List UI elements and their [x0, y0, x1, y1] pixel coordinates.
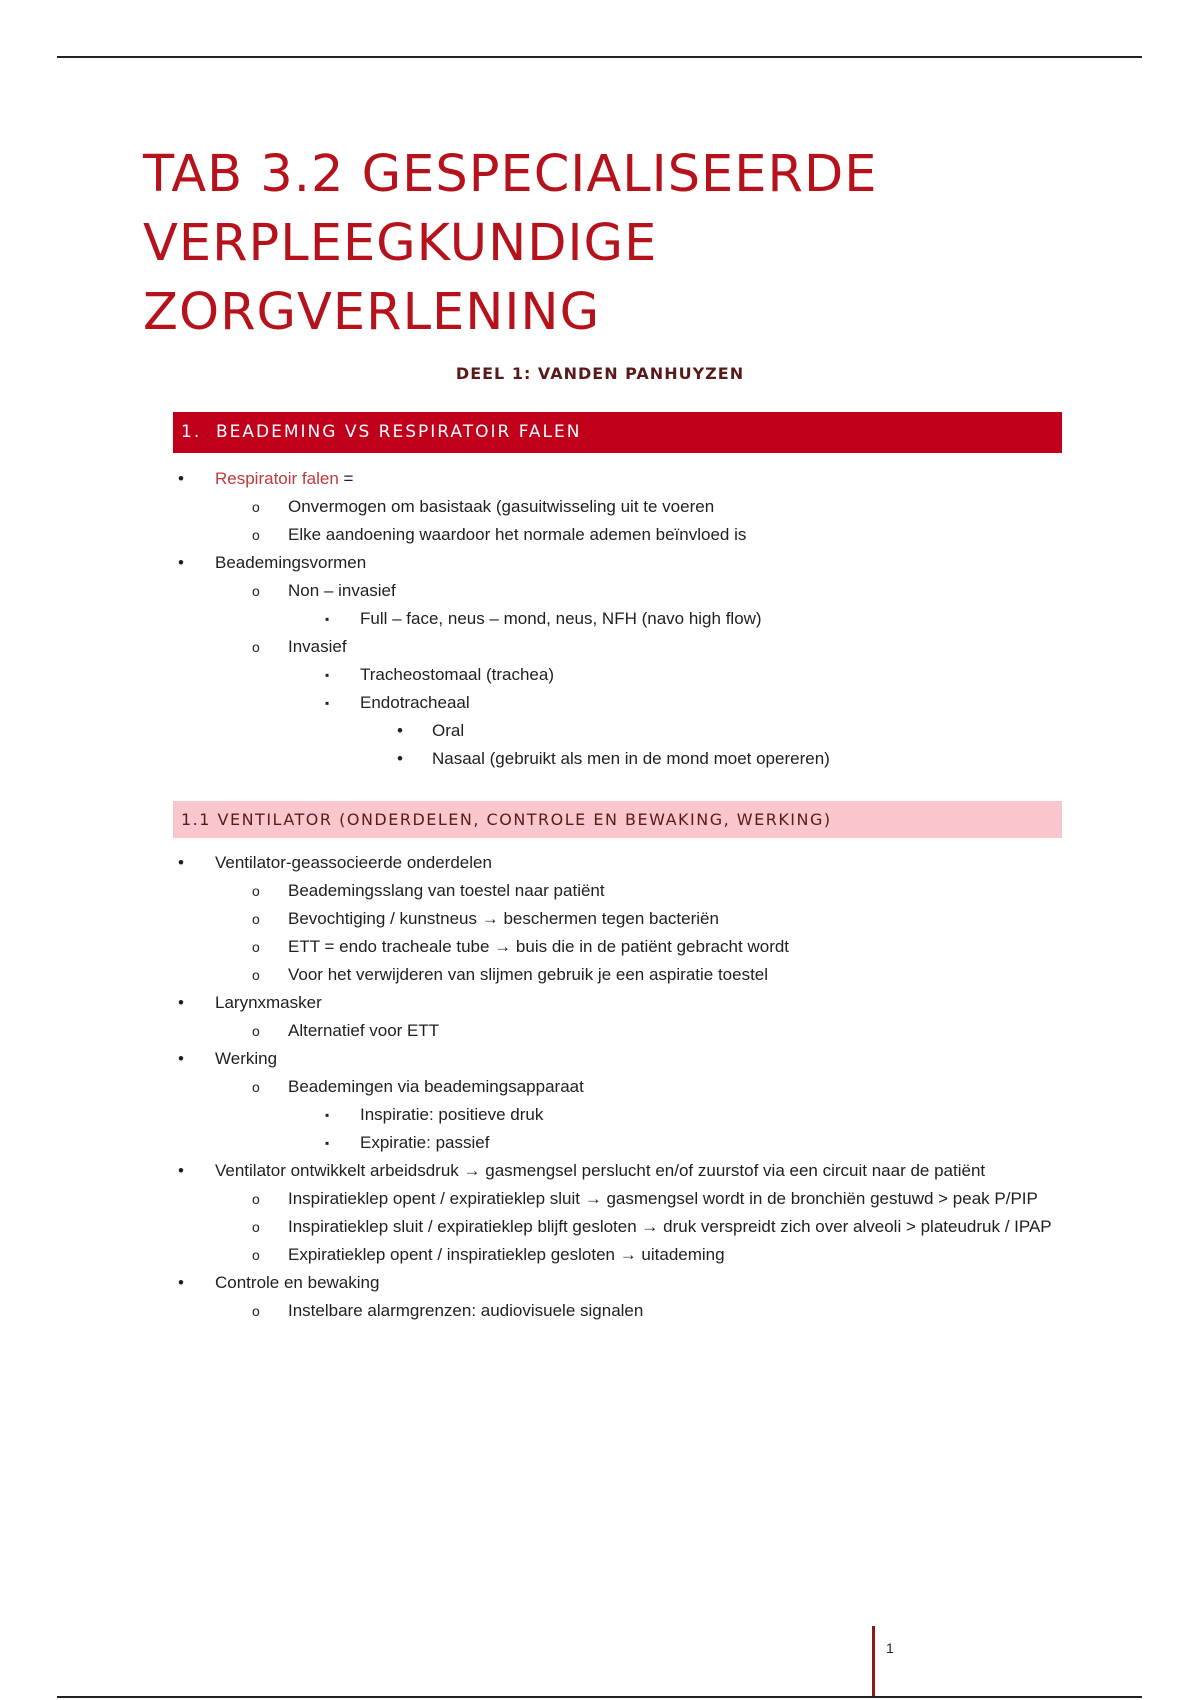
- list-item: [0, 1020, 1150, 1048]
- bullet-icon: o: [252, 499, 260, 515]
- list-item: [0, 1300, 1150, 1328]
- bullet-icon: o: [252, 639, 260, 655]
- bullet-icon: o: [252, 527, 260, 543]
- bullet-icon: o: [252, 1079, 260, 1095]
- list-item: [0, 496, 1200, 524]
- term-suffix: =: [338, 469, 354, 488]
- list-item-text: Elke aandoening waardoor het normale ademen beïnvloed is: [288, 525, 747, 544]
- list-item: [0, 664, 1200, 692]
- page-number: 1: [886, 1640, 894, 1656]
- list-item-text: Bevochtiging / kunstneus → beschermen tegen bacteriën: [288, 909, 719, 928]
- bullet-icon: o: [252, 883, 260, 899]
- list-item: [0, 992, 1150, 1020]
- list-item-text: Ventilator-geassocieerde onderdelen: [215, 853, 492, 872]
- bullet-icon: ▪: [325, 1108, 330, 1122]
- list-item: [0, 552, 1200, 580]
- list-item: [0, 1048, 1150, 1076]
- bullet-icon: o: [252, 1023, 260, 1039]
- list-item: [0, 524, 1200, 552]
- list-item-text: Inspiratieklep sluit / expiratieklep blijft gesloten → druk verspreidt zich over alveoli > plateudruk / IPAP: [288, 1217, 1052, 1236]
- list-item: [0, 636, 1200, 664]
- list-item: [0, 468, 1200, 496]
- list-item-text: Inspiratieklep opent / expiratieklep sluit → gasmengsel wordt in de bronchiën gestuwd > peak P/PIP: [288, 1189, 1038, 1208]
- bullet-icon: •: [397, 749, 403, 768]
- list-item-text: Full – face, neus – mond, neus, NFH (navo high flow): [360, 609, 762, 628]
- list-item-text: Alternatief voor ETT: [288, 1021, 440, 1040]
- list-item-text: Tracheostomaal (trachea): [360, 665, 555, 684]
- section-1-title: BEADEMING VS RESPIRATOIR FALEN: [216, 422, 582, 442]
- bullet-icon: o: [252, 1303, 260, 1319]
- list-item-text: Nasaal (gebruikt als men in de mond moet opereren): [432, 749, 830, 768]
- list-item: [0, 1160, 1150, 1188]
- list-item: [0, 608, 1200, 636]
- list-item: [0, 1216, 1150, 1244]
- list-item-text: Instelbare alarmgrenzen: audiovisuele signalen: [288, 1301, 644, 1320]
- list-item: [0, 1104, 1150, 1132]
- list-item-text: Non – invasief: [288, 581, 396, 600]
- bullet-icon: •: [178, 1273, 184, 1292]
- list-item-text: Expiratieklep opent / inspiratieklep gesloten → uitademing: [288, 1245, 725, 1264]
- list-item: [0, 720, 1200, 748]
- header-rule: [57, 56, 1142, 58]
- bullet-icon: o: [252, 911, 260, 927]
- list-item: [0, 852, 1150, 880]
- list-item-text: Werking: [215, 1049, 278, 1068]
- list-item: [0, 908, 1150, 936]
- list-item-text: Beademingen via beademingsapparaat: [288, 1077, 584, 1096]
- list-item-text: Ventilator ontwikkelt arbeidsdruk → gasmengsel perslucht en/of zuurstof via een circuit naar de patiënt: [215, 1161, 986, 1180]
- footer-rule: [57, 1696, 1142, 1698]
- list-item-text: Voor het verwijderen van slijmen gebruik je een aspiratie toestel: [288, 965, 769, 984]
- bullet-icon: •: [178, 1161, 184, 1180]
- bullet-icon: ▪: [325, 696, 330, 710]
- bullet-icon: o: [252, 939, 260, 955]
- bullet-icon: o: [252, 1247, 260, 1263]
- section-1-1-heading: 1.1 VENTILATOR (ONDERDELEN, CONTROLE EN BEWAKING, WERKING): [173, 801, 1062, 838]
- list-item: [0, 692, 1200, 720]
- section-1-1-list: [0, 852, 1150, 1328]
- document-subtitle: DEEL 1: VANDEN PANHUYZEN: [455, 364, 745, 383]
- bullet-icon: •: [178, 853, 184, 872]
- list-item-text: Invasief: [288, 637, 347, 656]
- bullet-icon: •: [178, 993, 184, 1012]
- list-item-text: Larynxmasker: [215, 993, 322, 1012]
- list-item: [0, 936, 1150, 964]
- list-item: [0, 1132, 1150, 1160]
- document-title: TAB 3.2 GESPECIALISEERDE VERPLEEGKUNDIGE ZORGVERLENING: [143, 145, 878, 342]
- footer-divider: [872, 1626, 875, 1698]
- bullet-icon: o: [252, 1191, 260, 1207]
- bullet-icon: •: [397, 721, 403, 740]
- list-item-text: Oral: [432, 721, 465, 740]
- bullet-icon: •: [178, 1049, 184, 1068]
- list-item-text: Expiratie: passief: [360, 1133, 490, 1152]
- list-item-text: Onvermogen om basistaak (gasuitwisseling uit te voeren: [288, 497, 715, 516]
- bullet-icon: o: [252, 583, 260, 599]
- section-1-list: [0, 468, 1200, 776]
- term-highlight: Respiratoir falen: [215, 469, 339, 488]
- bullet-icon: ▪: [325, 1136, 330, 1150]
- list-item: [0, 1076, 1150, 1104]
- list-item-text: [215, 468, 1005, 490]
- list-item: [0, 880, 1150, 908]
- section-1-heading: [173, 412, 1062, 453]
- bullet-icon: ▪: [325, 612, 330, 626]
- list-item: [0, 1244, 1150, 1272]
- list-item: [0, 964, 1150, 992]
- list-item-text: Beademingsslang van toestel naar patiënt: [288, 881, 605, 900]
- list-item-text: Endotracheaal: [360, 693, 470, 712]
- bullet-icon: o: [252, 967, 260, 983]
- list-item: [0, 748, 1200, 776]
- list-item-text: Beademingsvormen: [215, 553, 367, 572]
- list-item: [0, 1188, 1150, 1216]
- list-item-text: Inspiratie: positieve druk: [360, 1105, 544, 1124]
- list-item: [0, 580, 1200, 608]
- list-item-text: Controle en bewaking: [215, 1273, 380, 1292]
- bullet-icon: •: [178, 553, 184, 572]
- list-item-text: ETT = endo tracheale tube → buis die in de patiënt gebracht wordt: [288, 937, 790, 956]
- bullet-icon: ▪: [325, 668, 330, 682]
- section-1-number: 1.: [181, 422, 202, 442]
- bullet-icon: •: [178, 469, 184, 488]
- bullet-icon: o: [252, 1219, 260, 1235]
- list-item: [0, 1272, 1150, 1300]
